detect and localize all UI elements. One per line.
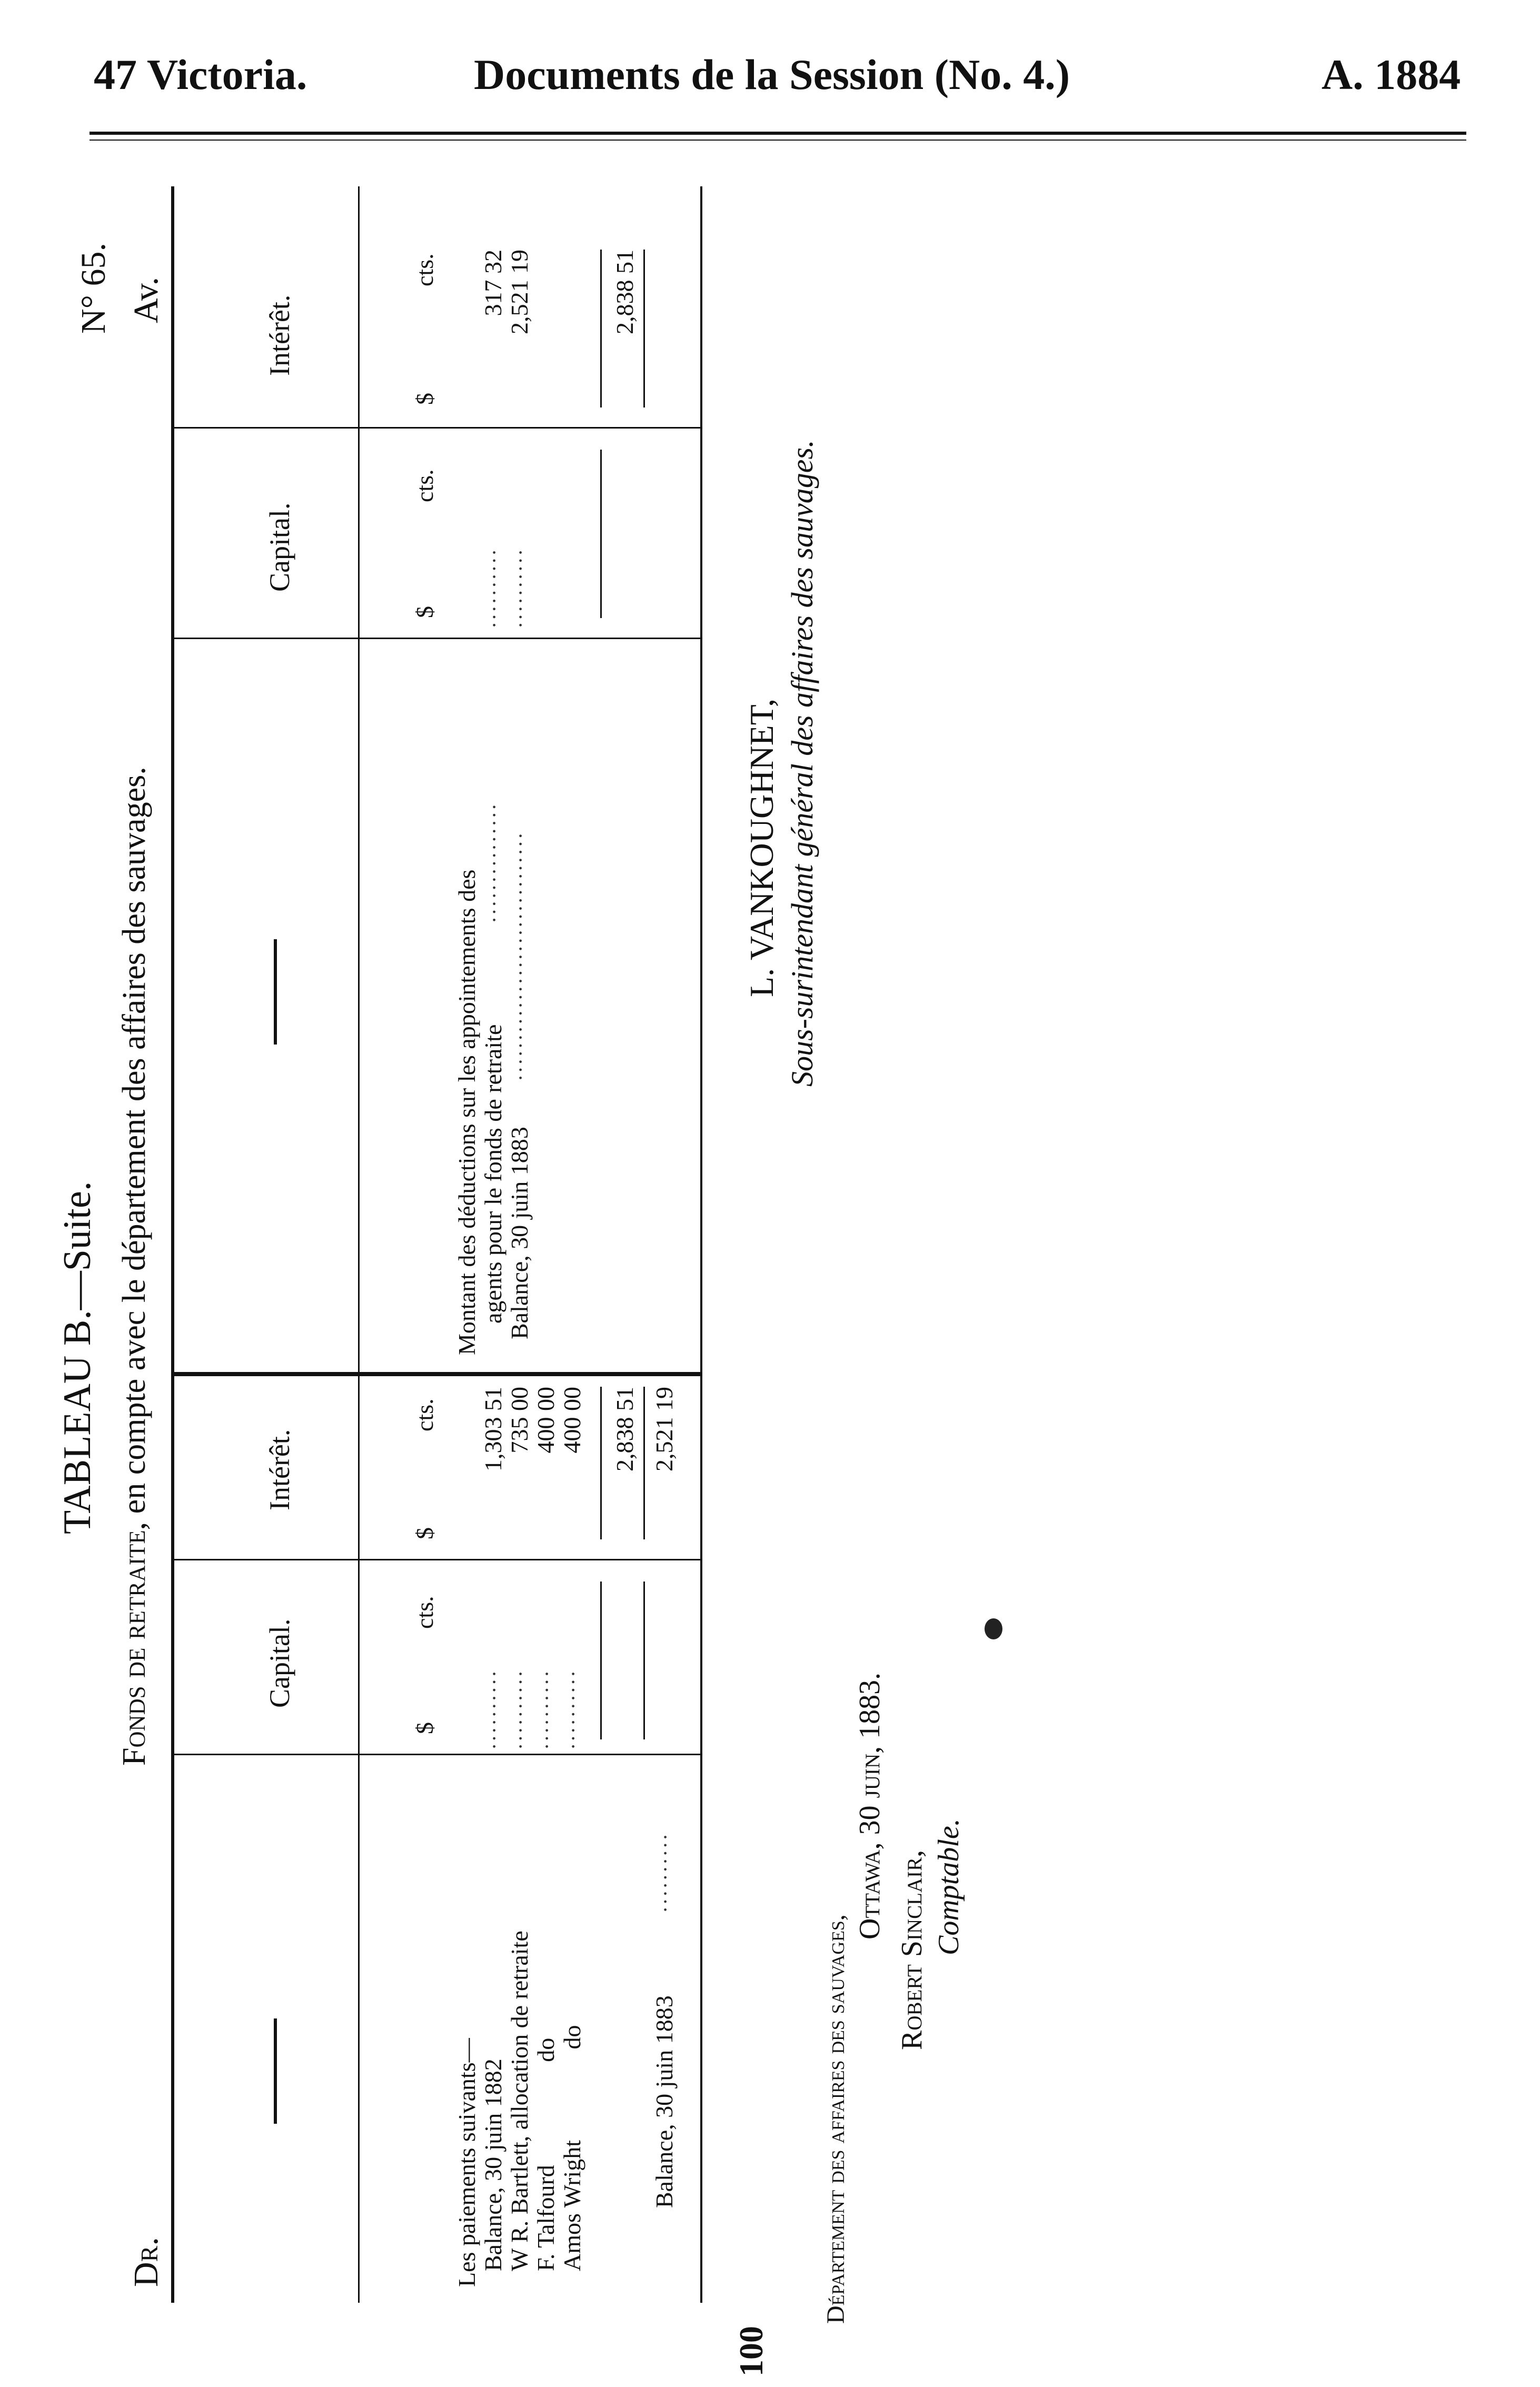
- right-interet-header: Intérêt.: [264, 294, 295, 376]
- header-center: Documents de la Session (No. 4.): [474, 51, 1070, 98]
- right-capital-dots: ··········: [509, 548, 532, 629]
- page-number: 100: [732, 2326, 770, 2376]
- table-top-rule: [171, 186, 174, 2303]
- debit-label: Dr.: [127, 2237, 165, 2287]
- header-left: 47 Victoria.: [94, 51, 307, 98]
- left-header-rule: [358, 1376, 360, 2303]
- left-capital-dollar: $: [411, 1722, 438, 1734]
- subtitle-caps: Fonds de retraite: [116, 1530, 152, 1766]
- left-row-1-interet: 1,303 51: [480, 1387, 506, 1471]
- header-rule: [90, 132, 1466, 141]
- right-row-2-text: Balance, 30 juin 1883: [506, 1127, 533, 1339]
- left-row-4-text: Amos Wright do: [559, 2025, 585, 2271]
- left-capital-col-line: [171, 1754, 700, 1755]
- dept-signer-title: Comptable.: [932, 1818, 965, 1955]
- table-center-divider: [171, 1372, 700, 1376]
- left-balance-label: Balance, 30 juin 1883: [651, 1995, 678, 2208]
- left-capital-dots: ··········: [509, 1669, 532, 1750]
- left-total-interet: 2,838 51: [611, 1387, 638, 1471]
- right-row-1-text: agents pour le fonds de retraite: [480, 1024, 506, 1324]
- dept-line-2: [853, 1673, 887, 1940]
- right-total-interet: 2,838 51: [611, 250, 638, 334]
- left-desc-header-dash: [274, 2018, 277, 2124]
- left-capital-total-rule: [600, 1582, 602, 1739]
- left-capital-subtotal-rule: [643, 1582, 645, 1739]
- right-capital-header: Capital.: [264, 502, 295, 592]
- signature-name: L. VANKOUGHNET,: [743, 698, 780, 997]
- table-number: N° 65.: [74, 242, 113, 334]
- left-balance-dots: ··········: [653, 1832, 677, 1913]
- dept-line-1: Département des affaires des sauvages,: [822, 1914, 850, 2324]
- right-interet-col-line: [171, 427, 700, 429]
- left-interet-col-line: [171, 1559, 700, 1560]
- left-row-2-interet: 735 00: [506, 1387, 533, 1454]
- left-interet-dollar: $: [411, 1527, 438, 1539]
- right-header-rule: [358, 186, 360, 1372]
- left-row-3-interet: 400 00: [532, 1387, 559, 1454]
- right-row-2-interet: 2,521 19: [506, 250, 533, 334]
- signature-title: Sous-surintendant général des affaires des sauvages.: [785, 440, 819, 1087]
- right-row-0-text: Montant des déductions sur les appointements des: [453, 869, 480, 1355]
- left-interet-cts: cts.: [411, 1398, 438, 1431]
- right-capital-dots: ··········: [482, 548, 506, 629]
- right-interet-total-rule: [600, 250, 602, 407]
- left-interet-total-rule: [600, 1387, 602, 1539]
- ink-blot: [985, 1618, 1002, 1639]
- rotated-page-body: [0, 155, 1540, 2387]
- left-capital-header: Capital.: [264, 1618, 295, 1708]
- left-row-1-text: Balance, 30 juin 1882: [480, 2058, 506, 2271]
- credit-label: Av.: [127, 277, 165, 323]
- table-bottom-rule: [700, 186, 702, 2303]
- left-capital-dots: ··········: [535, 1669, 559, 1750]
- right-desc-header-dash: [274, 939, 277, 1045]
- left-interet-header: Intérêt.: [264, 1429, 295, 1510]
- right-capital-cts: cts.: [411, 469, 438, 502]
- right-interet-dollar: $: [411, 393, 438, 405]
- right-interet-cts: cts.: [411, 253, 438, 286]
- left-capital-dots: ··········: [561, 1669, 585, 1750]
- right-capital-total-rule: [600, 450, 602, 618]
- left-capital-cts: cts.: [411, 1596, 438, 1629]
- left-row-4-interet: 400 00: [559, 1387, 585, 1454]
- right-capital-col-line: [171, 638, 700, 639]
- left-interet-subtotal-rule: [643, 1387, 645, 1539]
- header-right: A. 1884: [1322, 51, 1461, 98]
- right-capital-dollar: $: [411, 606, 438, 618]
- right-row-1-dots: ···············: [482, 802, 506, 923]
- dept-city-date: Ottawa, 30 juin, 1883.: [853, 1672, 886, 1940]
- left-balance-interet: 2,521 19: [651, 1387, 678, 1471]
- right-interet-double-rule: [643, 250, 645, 407]
- left-row-3-text: F. Talfourd do: [532, 2037, 559, 2271]
- left-row-2-text: W R. Bartlett, allocation de retraite: [506, 1931, 533, 2271]
- left-capital-dots: ··········: [482, 1669, 506, 1750]
- table-subtitle: [116, 767, 153, 1766]
- right-row-1-interet: 317 32: [480, 250, 506, 316]
- dept-signer: Robert Sinclair,: [896, 1849, 928, 2050]
- table-title: TABLEAU B.—Suite.: [56, 1181, 99, 1534]
- right-row-2-dots: ·······························: [509, 831, 532, 1081]
- left-row-0-text: Les paiements suivants—: [453, 2038, 480, 2287]
- subtitle-rest: , en compte avec le département des affaires des sauvages.: [116, 767, 152, 1530]
